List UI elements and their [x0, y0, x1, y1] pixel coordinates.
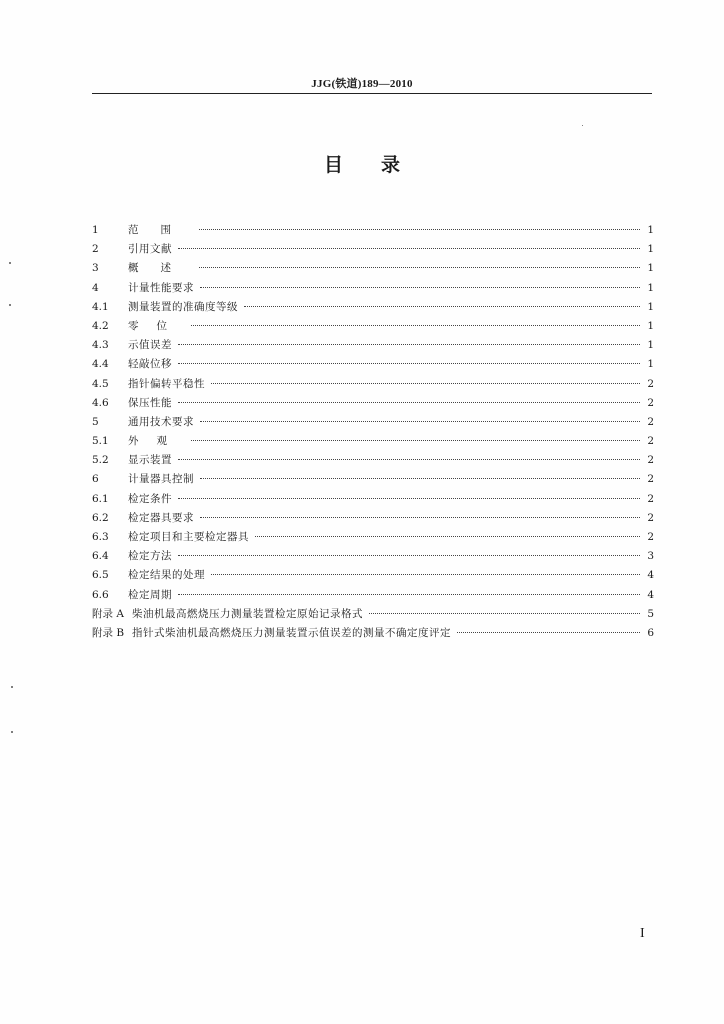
toc-entry-4-5[interactable] — [92, 375, 654, 394]
toc-label: 检定结果的处理 — [128, 569, 205, 582]
table-of-contents — [92, 221, 654, 643]
dot-leader — [178, 402, 640, 403]
toc-number: 4 — [92, 281, 99, 294]
dot-leader — [200, 478, 640, 479]
toc-number: 6.2 — [92, 511, 109, 524]
toc-entry-6[interactable] — [92, 470, 654, 489]
toc-label: 范围 — [128, 224, 193, 236]
toc-page: 1 — [647, 319, 654, 332]
page-title: 目录 — [323, 154, 438, 176]
toc-label: 检定条件 — [128, 492, 172, 505]
dot-leader — [457, 632, 640, 633]
toc-number: 附录 A — [92, 607, 124, 620]
toc-number: 5.2 — [92, 454, 109, 467]
toc-entry-1[interactable] — [92, 221, 654, 240]
toc-number: 5.1 — [92, 435, 109, 448]
header-rule — [92, 93, 652, 94]
toc-entry-6-2[interactable] — [92, 509, 654, 528]
toc-page: 1 — [647, 243, 654, 256]
toc-label: 计量性能要求 — [128, 281, 194, 294]
toc-entry-5-1[interactable] — [92, 432, 654, 451]
toc-number: 6.4 — [92, 550, 109, 563]
toc-label: 通用技术要求 — [128, 415, 194, 428]
toc-label: 显示装置 — [128, 454, 172, 467]
toc-entry-5[interactable] — [92, 413, 654, 432]
toc-label: 零位 — [128, 319, 185, 332]
toc-entry-2[interactable] — [92, 240, 654, 259]
toc-number: 4.1 — [92, 300, 109, 313]
dot-leader — [200, 421, 640, 422]
toc-page: 2 — [647, 473, 654, 486]
dot-leader — [191, 440, 640, 441]
scan-speck — [9, 304, 11, 306]
scan-speck — [582, 125, 583, 126]
toc-page: 6 — [647, 626, 654, 639]
toc-page: 1 — [647, 300, 654, 313]
toc-label: 检定周期 — [128, 588, 172, 601]
toc-number: 6 — [92, 473, 99, 486]
toc-page: 2 — [647, 435, 654, 448]
toc-page: 4 — [647, 569, 654, 582]
toc-page: 1 — [647, 281, 654, 294]
toc-label: 引用文献 — [128, 243, 172, 256]
dot-leader — [211, 574, 640, 575]
toc-entry-6-1[interactable] — [92, 490, 654, 509]
toc-page: 2 — [647, 415, 654, 428]
dot-leader — [191, 325, 640, 326]
toc-page: 1 — [647, 262, 654, 275]
toc-number: 6.3 — [92, 531, 109, 543]
dot-leader — [369, 613, 640, 614]
toc-number: 6.1 — [92, 492, 109, 505]
toc-page: 2 — [647, 454, 654, 467]
toc-label: 示值误差 — [128, 339, 172, 352]
toc-label: 计量器具控制 — [128, 473, 194, 486]
toc-entry-4-1[interactable] — [92, 298, 654, 317]
toc-entry-5-2[interactable] — [92, 451, 654, 470]
toc-entry-6-6[interactable] — [92, 586, 654, 605]
toc-label: 检定项目和主要检定器具 — [128, 531, 249, 543]
toc-page: 1 — [647, 224, 654, 236]
dot-leader — [178, 363, 640, 364]
dot-leader — [211, 383, 640, 384]
toc-label: 测量装置的准确度等级 — [128, 300, 238, 313]
toc-page: 1 — [647, 358, 654, 371]
dot-leader — [178, 594, 640, 595]
toc-page: 1 — [647, 339, 654, 352]
toc-number: 6.5 — [92, 569, 109, 582]
dot-leader — [178, 248, 640, 249]
toc-page: 2 — [647, 492, 654, 505]
toc-label: 指针式柴油机最高燃烧压力测量装置示值误差的测量不确定度评定 — [132, 626, 451, 639]
toc-page: 2 — [647, 377, 654, 390]
toc-entry-appendix-b[interactable] — [92, 624, 654, 643]
toc-number: 4.2 — [92, 319, 109, 332]
toc-entry-appendix-a[interactable] — [92, 605, 654, 624]
toc-entry-6-4[interactable] — [92, 547, 654, 566]
toc-label: 概述 — [128, 262, 193, 275]
toc-label: 保压性能 — [128, 396, 172, 409]
toc-page: 5 — [647, 607, 654, 620]
toc-number: 4.3 — [92, 339, 109, 352]
dot-leader — [178, 459, 640, 460]
toc-page: 2 — [647, 511, 654, 524]
toc-entry-3[interactable] — [92, 259, 654, 278]
toc-number: 5 — [92, 415, 99, 428]
dot-leader — [178, 498, 640, 499]
toc-number: 4.5 — [92, 377, 109, 390]
toc-label: 指针偏转平稳性 — [128, 377, 205, 390]
toc-number: 1 — [92, 224, 99, 236]
toc-number: 附录 B — [92, 626, 125, 639]
dot-leader — [200, 287, 640, 288]
page-number: I — [640, 926, 645, 941]
toc-label: 检定方法 — [128, 550, 172, 563]
toc-page: 2 — [647, 396, 654, 409]
toc-number: 3 — [92, 262, 99, 275]
toc-number: 6.6 — [92, 588, 109, 601]
toc-number: 4.4 — [92, 358, 109, 371]
toc-page: 3 — [647, 550, 654, 563]
toc-label: 外观 — [128, 435, 185, 448]
dot-leader — [255, 536, 640, 537]
toc-entry-4-3[interactable] — [92, 336, 654, 355]
toc-entry-4-2[interactable] — [92, 317, 654, 336]
scan-speck — [11, 731, 13, 733]
toc-label: 轻敲位移 — [128, 358, 172, 371]
dot-leader — [178, 344, 640, 345]
dot-leader — [178, 555, 640, 556]
dot-leader — [244, 306, 640, 307]
toc-number: 4.6 — [92, 396, 109, 409]
toc-label: 检定器具要求 — [128, 511, 194, 524]
toc-entry-4-6[interactable] — [92, 394, 654, 413]
toc-label: 柴油机最高燃烧压力测量装置检定原始记录格式 — [132, 607, 363, 620]
dot-leader — [199, 267, 640, 268]
toc-page: 4 — [647, 588, 654, 601]
toc-entry-6-5[interactable] — [92, 566, 654, 585]
toc-entry-4-4[interactable] — [92, 355, 654, 374]
standard-header: JJG(铁道)189—2010 — [311, 78, 413, 90]
toc-entry-4[interactable] — [92, 279, 654, 298]
dot-leader — [199, 229, 640, 230]
toc-page: 2 — [647, 531, 654, 543]
toc-entry-6-3[interactable] — [92, 528, 654, 547]
scan-speck — [9, 262, 11, 264]
dot-leader — [200, 517, 640, 518]
toc-number: 2 — [92, 243, 99, 256]
scan-speck — [11, 686, 13, 688]
